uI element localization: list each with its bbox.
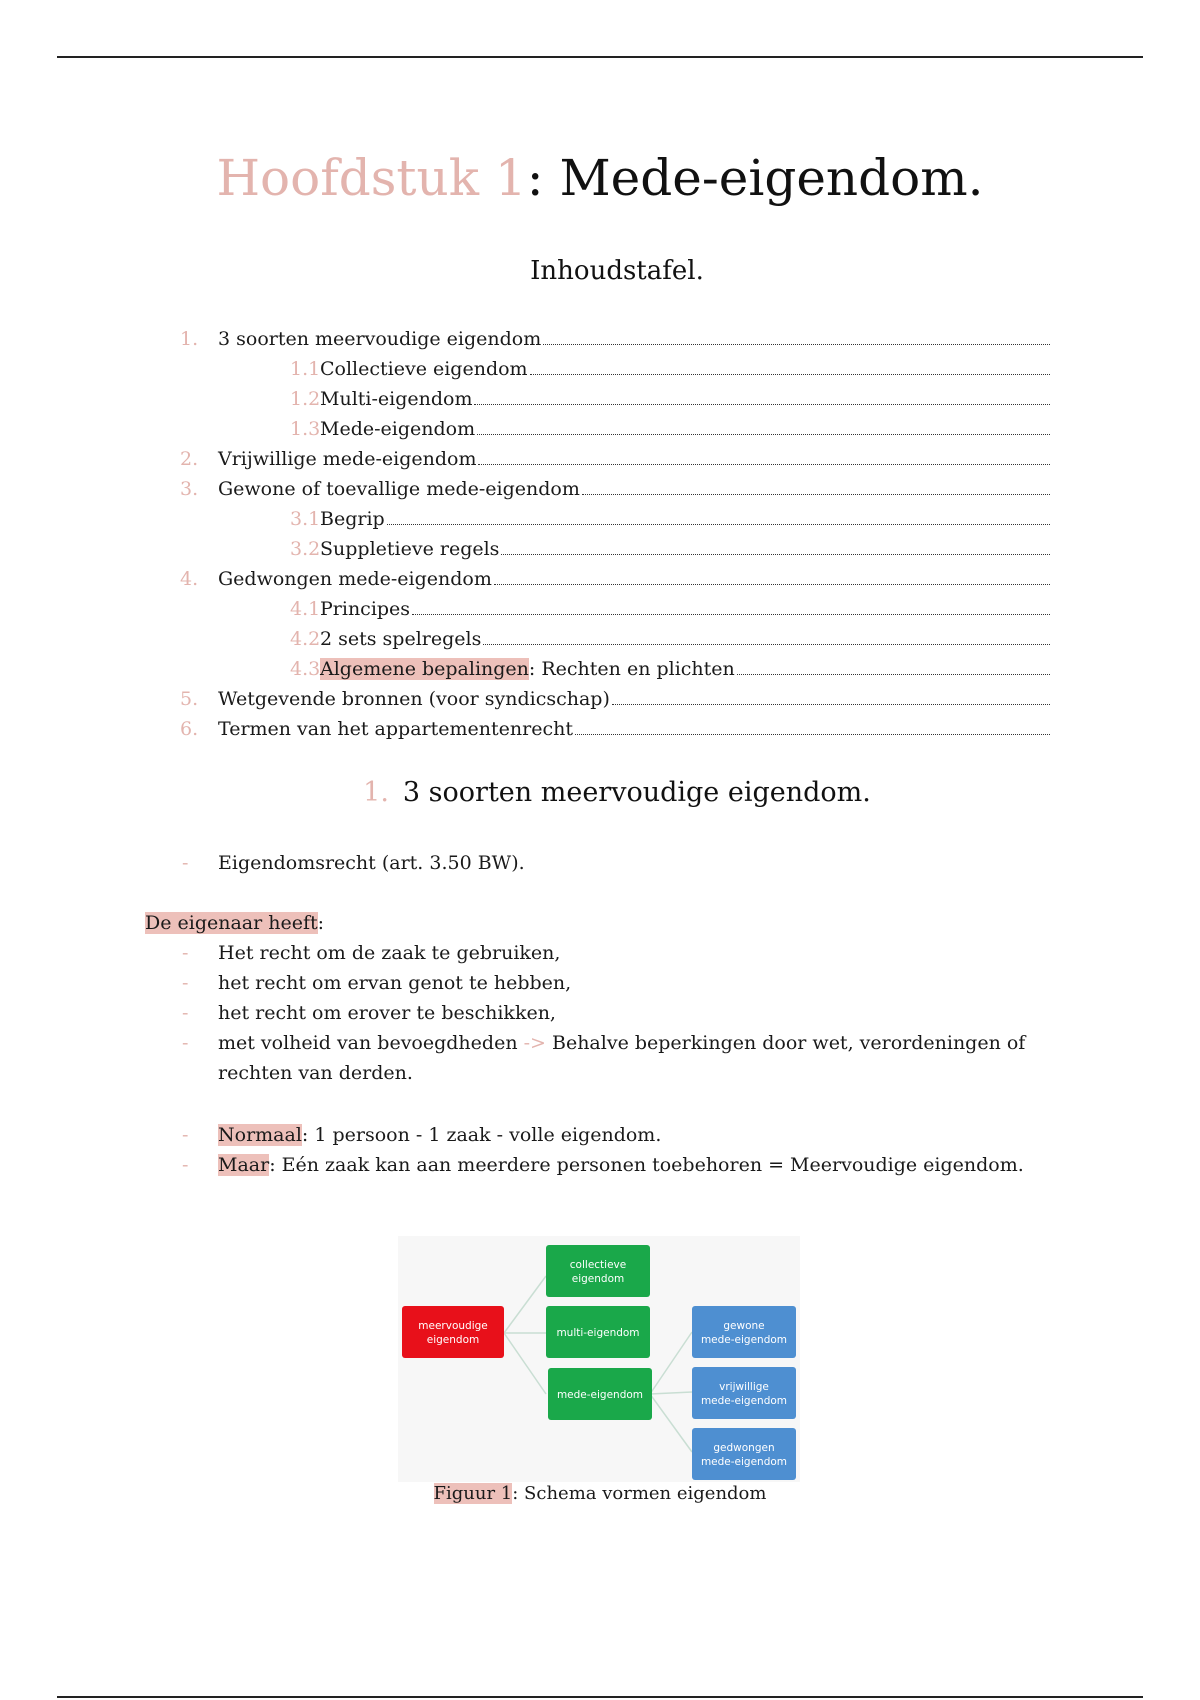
connectors bbox=[504, 1276, 692, 1452]
bullet-marker: - bbox=[182, 972, 189, 994]
toc-item[interactable] bbox=[180, 504, 1050, 534]
leaf-label-2: mede-eigendom bbox=[700, 1334, 788, 1346]
toc-item[interactable] bbox=[180, 654, 1050, 684]
but-text: : Eén zaak kan aan meerdere personen toebehoren = Meervoudige eigendom. bbox=[269, 1154, 1024, 1176]
toc-leader bbox=[612, 686, 1050, 705]
toc-number: 3. bbox=[180, 478, 199, 500]
right-main: met volheid van bevoegdheden bbox=[218, 1032, 524, 1054]
footer-rule bbox=[57, 1696, 1143, 1698]
toc-number: 4.1 bbox=[290, 598, 321, 620]
toc-item[interactable] bbox=[180, 534, 1050, 564]
toc-label: Suppletieve regels bbox=[320, 538, 500, 560]
toc-number: 2. bbox=[180, 448, 199, 470]
caption-label: Figuur 1 bbox=[433, 1483, 513, 1504]
toc-leader bbox=[575, 716, 1050, 735]
toc-number: 4.2 bbox=[290, 628, 321, 650]
toc-number: 1.3 bbox=[290, 418, 321, 440]
connector bbox=[504, 1276, 546, 1333]
toc-leader bbox=[737, 656, 1050, 675]
toc-number: 5. bbox=[180, 688, 199, 710]
root-label-1: meervoudige bbox=[418, 1320, 488, 1332]
toc-leader bbox=[477, 416, 1050, 435]
toc-leader bbox=[474, 386, 1050, 405]
toc-leader bbox=[501, 536, 1050, 555]
figure-caption bbox=[0, 1480, 1200, 1508]
bullet-marker: - bbox=[182, 942, 189, 964]
toc-leader bbox=[387, 506, 1050, 525]
leaf-label-2: mede-eigendom bbox=[700, 1395, 788, 1407]
arrow-icon: -> bbox=[523, 1032, 546, 1054]
mid-label-1: collectieve bbox=[569, 1259, 627, 1271]
connector bbox=[650, 1394, 692, 1452]
toc-label: Principes bbox=[320, 598, 411, 620]
connector bbox=[650, 1332, 692, 1394]
toc-label: Collectieve eigendom bbox=[320, 358, 528, 380]
toc-item[interactable] bbox=[180, 714, 1050, 744]
toc-item[interactable] bbox=[180, 414, 1050, 444]
toc-label: Termen van het appartementenrecht bbox=[218, 718, 573, 740]
normal-but-block bbox=[145, 1120, 1045, 1180]
toc-item[interactable] bbox=[180, 474, 1050, 504]
toc-label: Wetgevende bronnen (voor syndicschap) bbox=[218, 688, 610, 710]
toc-number: 6. bbox=[180, 718, 199, 740]
toc-number: 4.3 bbox=[290, 658, 321, 680]
but-label: Maar bbox=[218, 1154, 270, 1176]
mid-label-2: eigendom bbox=[571, 1273, 625, 1285]
toc-leader bbox=[412, 596, 1050, 615]
toc-number: 4. bbox=[180, 568, 199, 590]
toc-number: 3.2 bbox=[290, 538, 321, 560]
toc-item[interactable] bbox=[180, 444, 1050, 474]
leaf-node bbox=[692, 1367, 796, 1419]
leaf-label-2: mede-eigendom bbox=[700, 1456, 788, 1468]
diagram-svg bbox=[398, 1236, 800, 1482]
toc-label: 2 sets spelregels bbox=[320, 628, 482, 650]
toc-heading: Inhoudstafel. bbox=[530, 256, 704, 286]
right-rest: Behalve beperkingen door wet, verordeningen of rechten van derden. bbox=[218, 1032, 1026, 1084]
toc-label: 3 soorten meervoudige eigendom bbox=[218, 328, 542, 350]
toc-leader bbox=[483, 626, 1050, 645]
toc-label: Multi-eigendom bbox=[320, 388, 473, 410]
toc-leader bbox=[543, 326, 1050, 345]
normal-text: : 1 persoon - 1 zaak - volle eigendom. bbox=[301, 1124, 662, 1146]
toc-item[interactable] bbox=[180, 624, 1050, 654]
toc-leader bbox=[530, 356, 1050, 375]
mid-label: mede-eigendom bbox=[556, 1389, 644, 1401]
mid-label: multi-eigendom bbox=[556, 1327, 640, 1339]
toc-item[interactable] bbox=[180, 324, 1050, 354]
intro-text: Eigendomsrecht (art. 3.50 BW). bbox=[218, 852, 525, 874]
section-number: 1. bbox=[363, 777, 389, 808]
toc-label: Gedwongen mede-eigendom bbox=[218, 568, 492, 590]
toc-leader bbox=[582, 476, 1050, 495]
bullet-marker: - bbox=[182, 1032, 189, 1054]
right-item bbox=[218, 1028, 1045, 1088]
leaf-node bbox=[692, 1306, 796, 1358]
chapter-title: : Mede-eigendom. bbox=[526, 149, 984, 207]
toc-label: Vrijwillige mede-eigendom bbox=[218, 448, 477, 470]
intro-bullet bbox=[145, 848, 1045, 878]
bullet-marker: - bbox=[182, 852, 189, 874]
toc-label bbox=[320, 654, 735, 684]
connector bbox=[504, 1333, 546, 1394]
leaf-label-1: gewone bbox=[723, 1320, 765, 1332]
leaf-label-1: gedwongen bbox=[713, 1442, 775, 1454]
toc-number: 1. bbox=[180, 328, 199, 350]
caption-text: : Schema vormen eigendom bbox=[512, 1483, 767, 1504]
toc-leader bbox=[478, 446, 1050, 465]
toc-label: Begrip bbox=[320, 508, 385, 530]
page-title bbox=[0, 148, 1200, 208]
root-node bbox=[402, 1306, 504, 1358]
toc-label: Mede-eigendom bbox=[320, 418, 476, 440]
header-rule bbox=[57, 56, 1143, 58]
bullet-marker: - bbox=[182, 1124, 189, 1146]
chapter-label: Hoofdstuk 1 bbox=[216, 149, 527, 207]
toc-leader bbox=[494, 566, 1050, 585]
toc-label-rest: : Rechten en plichten bbox=[528, 658, 735, 680]
leaf-label-1: vrijwillige bbox=[719, 1381, 769, 1393]
owner-label-line bbox=[145, 908, 1045, 938]
mid-node bbox=[546, 1245, 650, 1297]
toc-label: Gewone of toevallige mede-eigendom bbox=[218, 478, 580, 500]
right-item: het recht om erover te beschikken, bbox=[218, 1002, 556, 1024]
section-title: 3 soorten meervoudige eigendom. bbox=[402, 777, 871, 808]
toc-item[interactable] bbox=[180, 564, 1050, 594]
toc-number: 3.1 bbox=[290, 508, 321, 530]
normal-label: Normaal bbox=[218, 1124, 302, 1146]
ownership-diagram bbox=[398, 1236, 800, 1482]
toc-item[interactable] bbox=[180, 684, 1050, 714]
leaf-node bbox=[692, 1428, 796, 1480]
but-line bbox=[218, 1150, 1045, 1180]
section-heading bbox=[0, 776, 1200, 810]
normal-line bbox=[218, 1120, 1045, 1150]
toc-item[interactable] bbox=[180, 384, 1050, 414]
toc-number: 1.2 bbox=[290, 388, 321, 410]
toc-number: 1.1 bbox=[290, 358, 321, 380]
right-item: Het recht om de zaak te gebruiken, bbox=[218, 942, 561, 964]
owner-label: De eigenaar heeft bbox=[145, 912, 318, 934]
right-item: het recht om ervan genot te hebben, bbox=[218, 972, 572, 994]
toc-label-highlight: Algemene bepalingen bbox=[320, 658, 529, 680]
table-of-contents bbox=[180, 324, 1050, 744]
bullet-marker: - bbox=[182, 1002, 189, 1024]
toc-item[interactable] bbox=[180, 354, 1050, 384]
root-label-2: eigendom bbox=[426, 1334, 480, 1346]
connector bbox=[650, 1392, 692, 1394]
toc-item[interactable] bbox=[180, 594, 1050, 624]
owner-block bbox=[145, 908, 1045, 1088]
bullet-marker: - bbox=[182, 1154, 189, 1176]
owner-colon: : bbox=[317, 912, 325, 934]
